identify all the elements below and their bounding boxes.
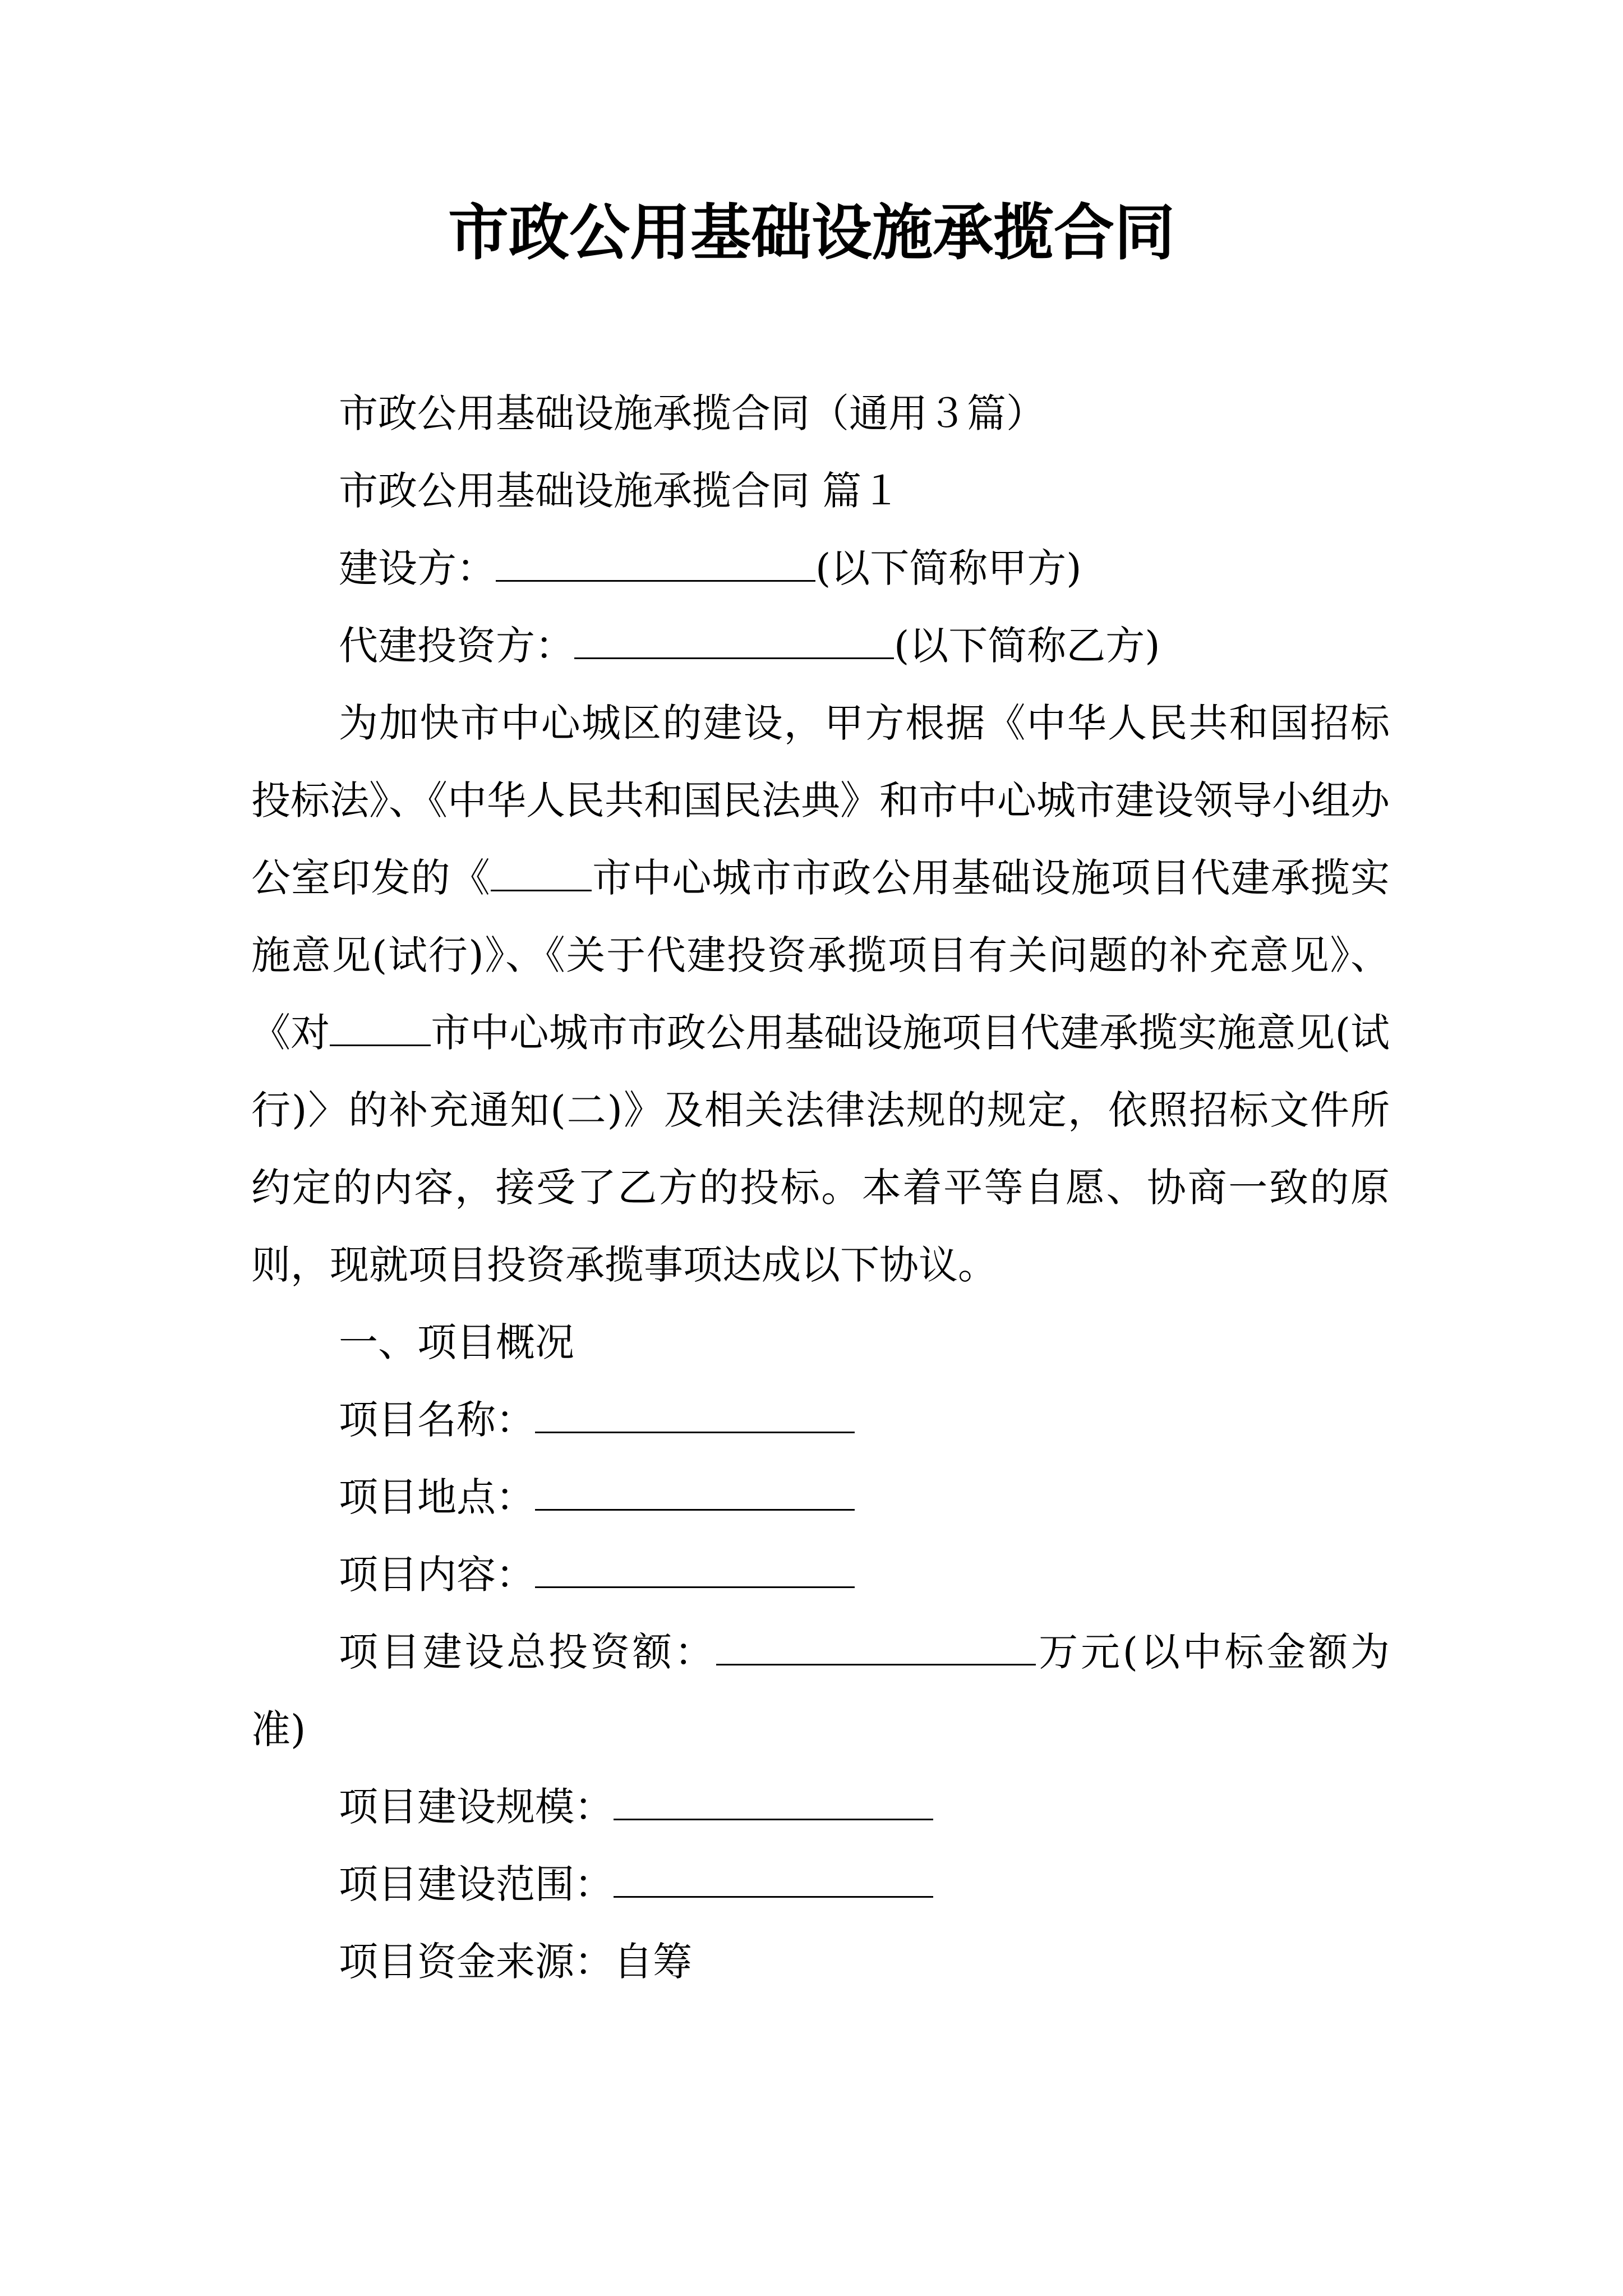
field-label: 项目建设规模：: [339, 1784, 614, 1830]
field-label: 项目名称：: [339, 1397, 535, 1443]
field-project-location: [251, 1458, 1390, 1536]
field-label: 项目地点：: [339, 1474, 535, 1520]
party-a-suffix: (以下简称甲方): [815, 545, 1082, 591]
field-project-content: [251, 1536, 1390, 1613]
field-label: 项目资金来源：: [339, 1939, 614, 1985]
party-a-line: [251, 530, 1390, 607]
section-heading: 市政公用基础设施承揽合同 篇１: [339, 468, 901, 514]
field-value: 自筹: [614, 1939, 692, 1985]
field-label: 项目建设范围：: [339, 1861, 614, 1907]
field-label: 项目建设总投资额：: [339, 1629, 717, 1675]
party-b-line: [251, 607, 1390, 684]
field-project-scope: [251, 1846, 1390, 1923]
field-blank: [535, 1470, 855, 1511]
party-b-blank: [574, 618, 894, 659]
field-blank: [614, 1779, 933, 1820]
field-blank: [716, 1625, 1036, 1665]
subtitle: 市政公用基础设施承揽合同（通用３篇）: [339, 390, 1045, 436]
field-project-investment: [251, 1613, 1390, 1768]
document-body: [251, 375, 1390, 2000]
field-project-name: [251, 1381, 1390, 1458]
document-title: 市政公用基础设施承揽合同: [448, 197, 1175, 268]
field-blank: [614, 1857, 933, 1898]
field-label: 项目内容：: [339, 1552, 535, 1598]
intro-blank-2: [330, 1005, 431, 1046]
field-project-funding: [251, 1923, 1390, 2000]
party-a-label: 建设方：: [339, 545, 496, 591]
party-b-suffix: (以下简称乙方): [894, 623, 1160, 669]
intro-part3: 市中心城市市政公用基础设施项目代建承揽实施意见(试行)〉的补充通知(二)》及相关法律法规的规定，依照招标文件所约定的内容，接受了乙方的投标。本着平等自愿、协商一致的原则，现就项目投资承揽事项达成以下协议。: [251, 1010, 1390, 1288]
field-suffix: 万元(以中标金额为准): [251, 1629, 1390, 1752]
intro-part1: 为加快市中心城区的建设，甲方根据《中华人民共和国招标投标法》、《中华人民共和国民法典》和市中心城市建设领导小组办公室印发的《: [251, 700, 1390, 901]
party-b-label: 代建投资方：: [339, 623, 574, 669]
intro-paragraph: [251, 684, 1390, 1304]
field-blank: [535, 1392, 855, 1433]
intro-blank-1: [491, 850, 592, 891]
party-a-blank: [496, 541, 815, 582]
section1-heading: 一、项目概况: [339, 1319, 574, 1365]
intro-part2: 市中心城市市政公用基础设施项目代建承揽实施意见(试行)》、《关于代建投资承揽项目有关问题的补充意见》、《对: [251, 855, 1390, 1056]
field-blank: [535, 1547, 855, 1588]
field-project-scale: [251, 1768, 1390, 1846]
